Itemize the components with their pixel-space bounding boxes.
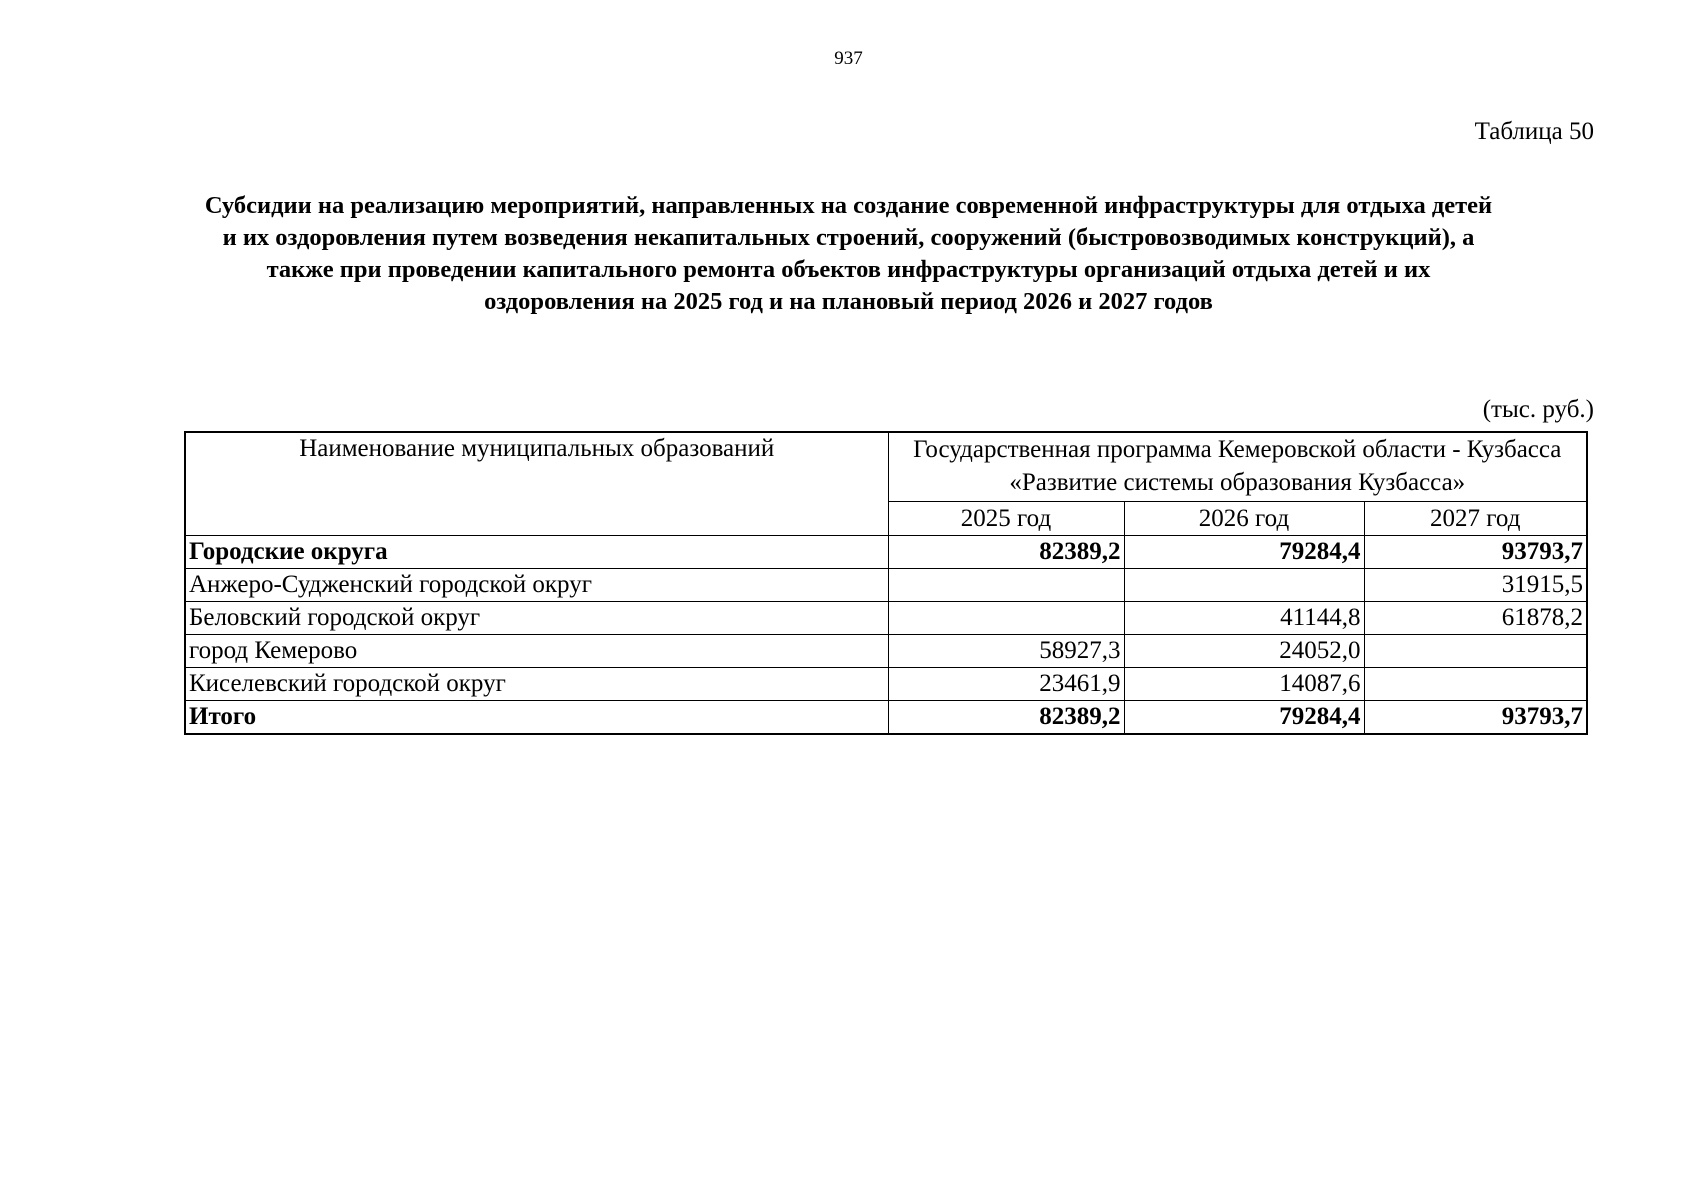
header-year-2026: 2026 год bbox=[1124, 502, 1364, 536]
cell-value-2027: 93793,7 bbox=[1364, 701, 1587, 735]
table-row bbox=[185, 569, 1587, 602]
cell-value-2025: 23461,9 bbox=[888, 668, 1124, 701]
title-line: также при проведении капитального ремонта объектов инфраструктуры организаций отдыха детей и их bbox=[266, 256, 1431, 283]
document-title bbox=[150, 190, 1547, 318]
cell-municipality-name: Городские округа bbox=[185, 536, 888, 569]
table-row bbox=[185, 602, 1587, 635]
cell-value-2026: 14087,6 bbox=[1124, 668, 1364, 701]
title-line: оздоровления на 2025 год и на плановый период 2026 и 2027 годов bbox=[484, 288, 1213, 315]
header-program bbox=[888, 432, 1587, 502]
cell-value-2025: 58927,3 bbox=[888, 635, 1124, 668]
header-year-2027: 2027 год bbox=[1364, 502, 1587, 536]
cell-municipality-name: Анжеро-Судженский городской округ bbox=[185, 569, 888, 602]
header-program-line: «Развитие системы образования Кузбасса» bbox=[1009, 469, 1466, 496]
cell-value-2026: 41144,8 bbox=[1124, 602, 1364, 635]
cell-municipality-name: Беловский городской округ bbox=[185, 602, 888, 635]
header-program-line: Государственная программа Кемеровской области - Кузбасса bbox=[913, 436, 1562, 463]
cell-value-2025: 82389,2 bbox=[888, 701, 1124, 735]
header-municipality-name: Наименование муниципальных образований bbox=[185, 432, 888, 536]
table-label: Таблица 50 bbox=[1474, 118, 1594, 145]
cell-value-2025 bbox=[888, 602, 1124, 635]
cell-value-2026: 79284,4 bbox=[1124, 536, 1364, 569]
table-row bbox=[185, 635, 1587, 668]
cell-value-2027: 61878,2 bbox=[1364, 602, 1587, 635]
page-number: 937 bbox=[834, 48, 863, 69]
table-body bbox=[185, 536, 1587, 735]
cell-value-2026: 79284,4 bbox=[1124, 701, 1364, 735]
cell-value-2027: 31915,5 bbox=[1364, 569, 1587, 602]
cell-municipality-name: Киселевский городской округ bbox=[185, 668, 888, 701]
table-header-row bbox=[185, 432, 1587, 502]
header-year-2025: 2025 год bbox=[888, 502, 1124, 536]
cell-municipality-name: Итого bbox=[185, 701, 888, 735]
table-row bbox=[185, 701, 1587, 735]
cell-municipality-name: город Кемерово bbox=[185, 635, 888, 668]
cell-value-2025: 82389,2 bbox=[888, 536, 1124, 569]
title-line: и их оздоровления путем возведения некапитальных строений, сооружений (быстровозводимых конструкций), а bbox=[222, 224, 1475, 251]
cell-value-2025 bbox=[888, 569, 1124, 602]
cell-value-2027 bbox=[1364, 635, 1587, 668]
title-line: Субсидии на реализацию мероприятий, направленных на создание современной инфраструктуры для отдыха детей bbox=[204, 192, 1493, 219]
subsidies-table bbox=[184, 431, 1588, 735]
table-row bbox=[185, 668, 1587, 701]
cell-value-2027 bbox=[1364, 668, 1587, 701]
table-row bbox=[185, 536, 1587, 569]
units-label: (тыс. руб.) bbox=[1482, 396, 1594, 423]
cell-value-2026: 24052,0 bbox=[1124, 635, 1364, 668]
cell-value-2026 bbox=[1124, 569, 1364, 602]
cell-value-2027: 93793,7 bbox=[1364, 536, 1587, 569]
